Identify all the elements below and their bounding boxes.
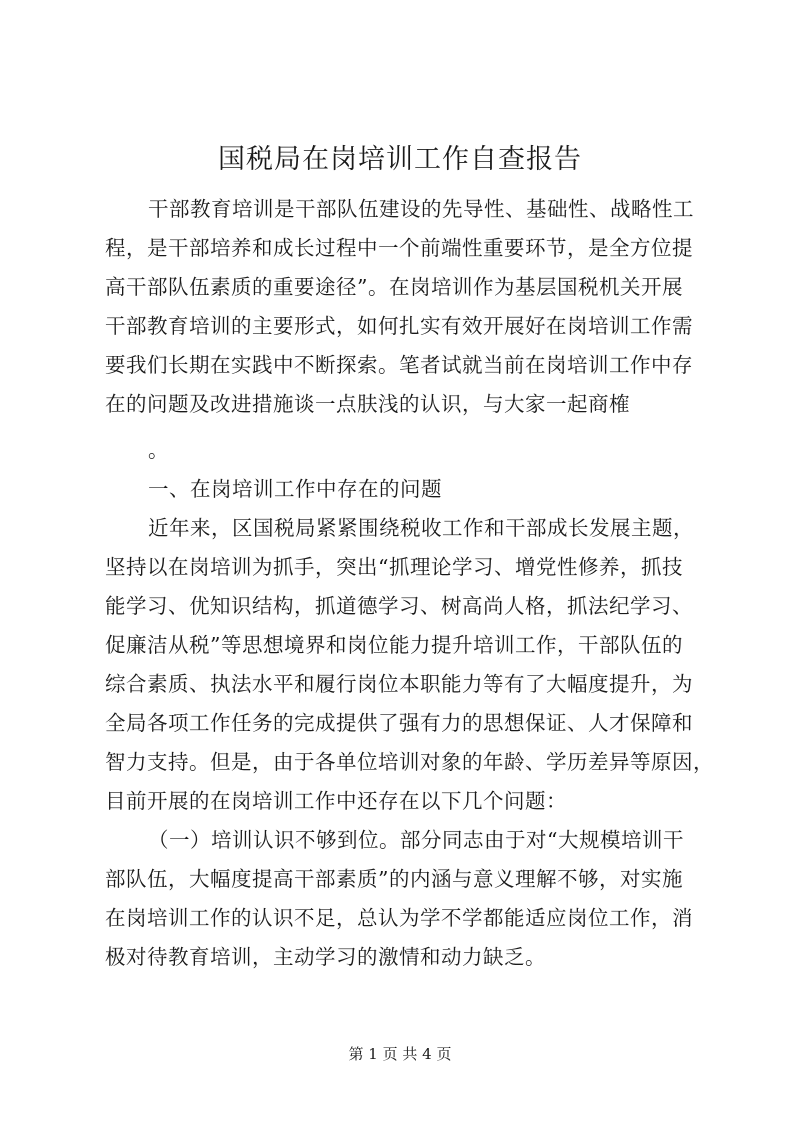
subsection-line: （一）培训认识不够到位。部分同志由于对“大规模培训干: [148, 828, 684, 852]
body-line: 目前开展的在岗培训工作中还存在以下几个问题：: [105, 789, 567, 813]
body-line: 程，是干部培养和成长过程中一个前端性重要环节，是全方位提: [105, 236, 693, 260]
body-line: 干部教育培训是干部队伍建设的先导性、基础性、战略性工: [148, 197, 694, 221]
body-line: 要我们长期在实践中不断探索。笔者试就当前在岗培训工作中存: [105, 353, 693, 377]
body-line: 智力支持。但是，由于各单位培训对象的年龄、学历差异等原因，: [105, 750, 714, 774]
body-line: 在岗培训工作的认识不足，总认为学不学都能适应岗位工作，消: [105, 906, 693, 930]
body-line: 极对待教育培训，主动学习的激情和动力缺乏。: [105, 945, 546, 969]
body-line: 干部教育培训的主要形式，如何扎实有效开展好在岗培训工作需: [105, 314, 693, 338]
section-heading: 一、在岗培训工作中存在的问题: [148, 477, 442, 501]
body-line: 。: [148, 438, 169, 462]
body-line: 部队伍，大幅度提高干部素质”的内涵与意义理解不够，对实施: [105, 867, 683, 891]
document-title: 国税局在岗培训工作自查报告: [218, 144, 582, 175]
page-footer: 第 1 页 共 4 页: [348, 1045, 452, 1063]
body-line: 高干部队伍素质的重要途径”。在岗培训作为基层国税机关开展: [105, 275, 683, 299]
body-line: 促廉洁从税”等思想境界和岗位能力提升培训工作，干部队伍的: [105, 633, 683, 657]
body-line: 综合素质、执法水平和履行岗位本职能力等有了大幅度提升，为: [105, 672, 693, 696]
body-line: 近年来，区国税局紧紧围绕税收工作和干部成长发展主题，: [148, 516, 694, 540]
body-line: 能学习、优知识结构，抓道德学习、树高尚人格，抓法纪学习、: [105, 594, 693, 618]
body-line: 全局各项工作任务的完成提供了强有力的思想保证、人才保障和: [105, 711, 693, 735]
body-line: 坚持以在岗培训为抓手，突出“抓理论学习、增党性修养，抓技: [105, 555, 683, 579]
body-line: 在的问题及改进措施谈一点肤浅的认识，与大家一起商榷: [105, 392, 630, 416]
